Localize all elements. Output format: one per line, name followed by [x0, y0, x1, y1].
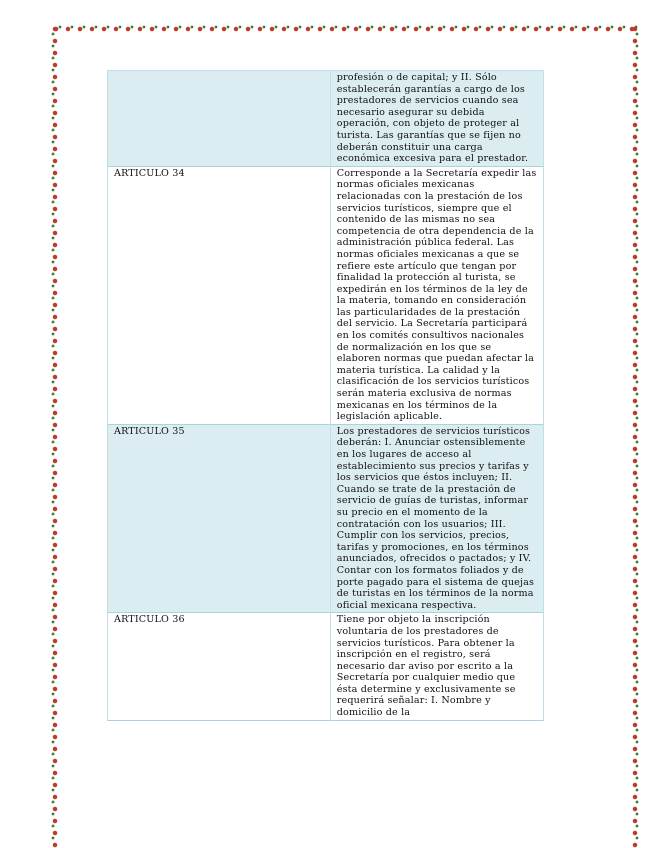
- article-label: [108, 71, 331, 167]
- article-label: ARTICULO 36: [108, 613, 331, 720]
- law-articles-table: [107, 70, 544, 721]
- page-border-left: [51, 24, 59, 848]
- table-row: [108, 613, 544, 720]
- table-row: [108, 71, 544, 167]
- article-label: ARTICULO 35: [108, 424, 331, 613]
- table-row: [108, 424, 544, 613]
- article-text: Tiene por objeto la inscripción voluntaria de los prestadores de servicios turísticos. Para obtener la inscripción en el registro, será necesario dar aviso por escrito a la Secretaría por cualquier medio que ésta determine y exclusivamente se requerirá señalar: I. Nombre y domicilio de la: [330, 613, 543, 720]
- page-border-top: [52, 24, 638, 32]
- article-text: Los prestadores de servicios turísticos deberán: I. Anunciar ostensiblemente en los lugares de acceso al establecimiento sus precios y tarifas y los servicios que éstos incluyen; II. Cuando se trate de la prestación de servicio de guías de turistas, informar su precio en el momento de la contratación con los usuarios; III. Cumplir con los servicios, precios, tarifas y promociones, en los términos anunciados, ofrecidos o pactados; y IV. Contar con los formatos foliados y de porte pagado para el sistema de quejas de turistas en los términos de la norma oficial mexicana respectiva.: [330, 424, 543, 613]
- article-label: ARTICULO 34: [108, 166, 331, 424]
- article-text: Corresponde a la Secretaría expedir las normas oficiales mexicanas relacionadas con la prestación de los servicios turísticos, siempre que el contenido de las mismas no sea competencia de otra dependencia de la administración pública federal. Las normas oficiales mexicanas a que se refiere este artículo que tengan por finalidad la protección al turista, se expedirán en los términos de la ley de la materia, tomando en consideración las particularidades de la prestación del servicio. La Secretaría participará en los comités consultivos nacionales de normalización en los que se elaboren normas que puedan afectar la materia turística. La calidad y la clasificación de los servicios turísticos serán materia exclusiva de normas mexicanas en los términos de la legislación aplicable.: [330, 166, 543, 424]
- page-border-right: [631, 24, 639, 848]
- table-row: [108, 166, 544, 424]
- article-text: profesión o de capital; y II. Sólo establecerán garantías a cargo de los prestadores de servicios cuando sea necesario asegurar su debida operación, con objeto de proteger al turista. Las garantías que se fijen no deberán constituir una carga económica excesiva para el prestador.: [330, 71, 543, 167]
